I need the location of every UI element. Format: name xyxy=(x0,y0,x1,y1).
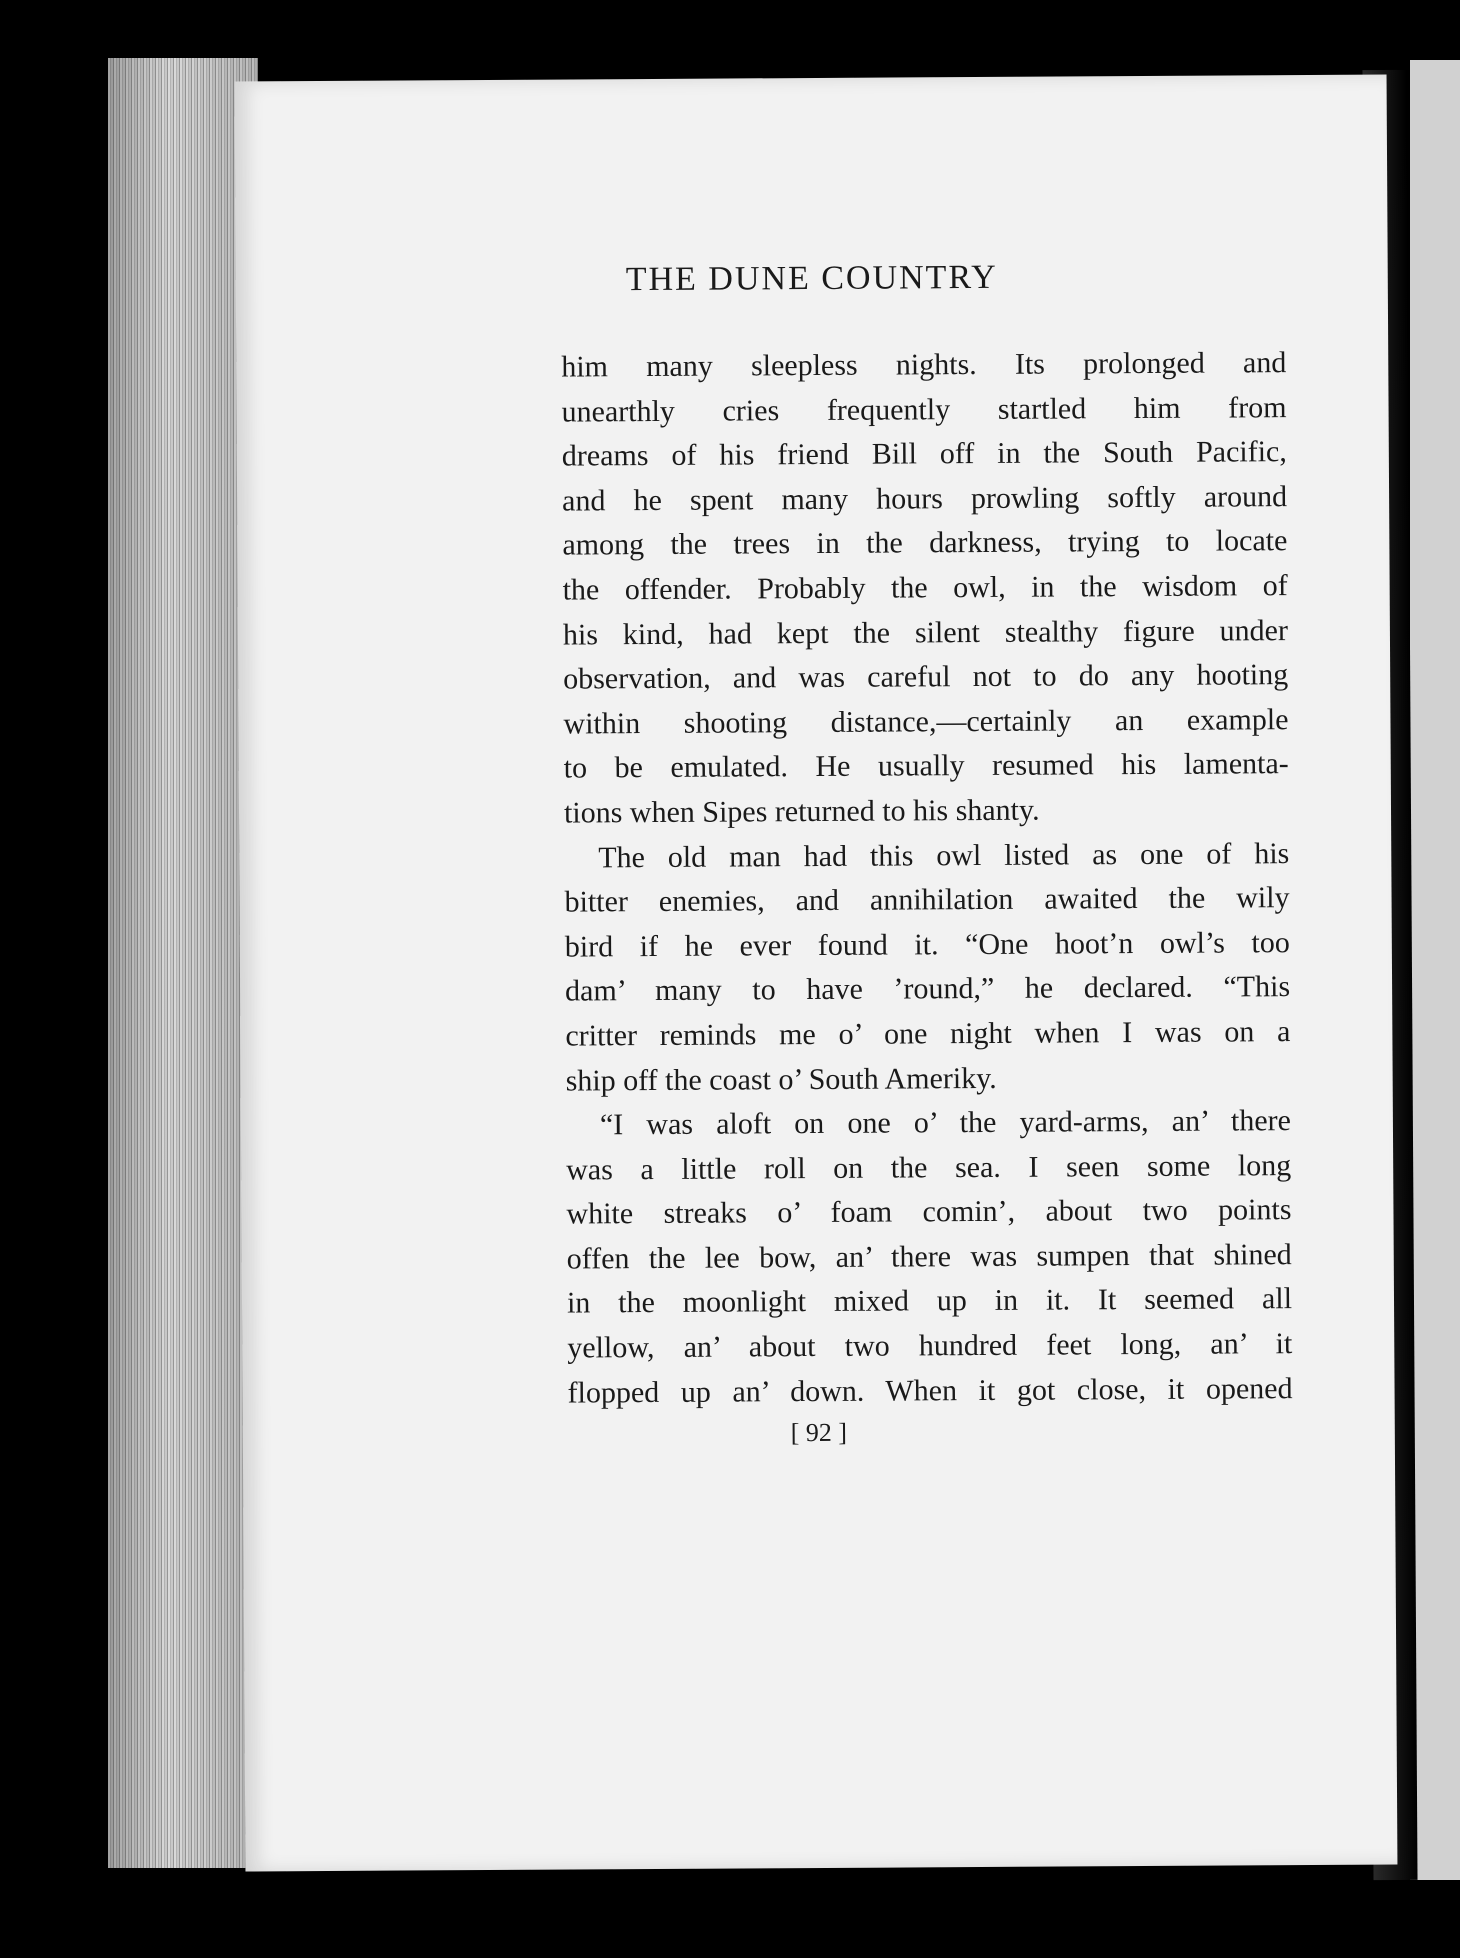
text-line: him many sleepless nights. Its prolonged and xyxy=(561,346,1287,384)
text-line: was a little roll on the sea. I seen some long xyxy=(566,1148,1292,1187)
page-body-text xyxy=(561,341,1293,1416)
text-line: white streaks o’ foam comin’, about two points xyxy=(566,1193,1292,1231)
adjacent-page-sliver xyxy=(1410,60,1460,1880)
text-line: dam’ many to have ’round,” he declared. “This xyxy=(565,970,1291,1008)
paragraph-2 xyxy=(564,832,1291,1104)
text-line: flopped up an’ down. When it got close, it opened xyxy=(567,1371,1293,1410)
text-line: the offender. Probably the owl, in the wisdom of xyxy=(562,569,1288,607)
text-line: dreams of his friend Bill off in the South Pacific, xyxy=(561,435,1287,473)
paragraph-1 xyxy=(561,341,1289,836)
text-line: critter reminds me o’ one night when I was on a xyxy=(565,1015,1291,1053)
text-line: among the trees in the darkness, trying to locate xyxy=(562,524,1288,562)
running-head: THE DUNE COUNTRY xyxy=(625,258,998,299)
text-line: yellow, an’ about two hundred feet long, an’ it xyxy=(567,1327,1293,1365)
text-line: in the moonlight mixed up in it. It seemed all xyxy=(566,1282,1293,1320)
text-line: “I was aloft on one o’ the yard-arms, an’ there xyxy=(599,1104,1292,1142)
text-line: within shooting distance,—certainly an example xyxy=(563,702,1289,741)
text-line: bitter enemies, and annihilation awaited the wily xyxy=(564,881,1290,919)
text-line: unearthly cries frequently startled him from xyxy=(561,390,1287,429)
text-line: tions when Sipes returned to his shanty. xyxy=(563,793,1040,830)
paragraph-3 xyxy=(566,1099,1293,1416)
book-page xyxy=(235,74,1398,1871)
text-line: his kind, had kept the silent stealthy figure under xyxy=(562,613,1289,652)
text-line: bird if he ever found it. “One hoot’n owl’s too xyxy=(564,925,1290,964)
page-number: [ 92 ] xyxy=(790,1417,848,1448)
text-line: and he spent many hours prowling softly around xyxy=(562,479,1288,518)
text-line: offen the lee bow, an’ there was sumpen that shined xyxy=(566,1237,1292,1276)
text-line: to be emulated. He usually resumed his lamenta- xyxy=(563,747,1289,785)
text-line: The old man had this owl listed as one of his xyxy=(598,836,1290,874)
text-line: observation, and was careful not to do any hooting xyxy=(563,658,1289,696)
text-line: ship off the coast o’ South Ameriky. xyxy=(565,1061,997,1098)
